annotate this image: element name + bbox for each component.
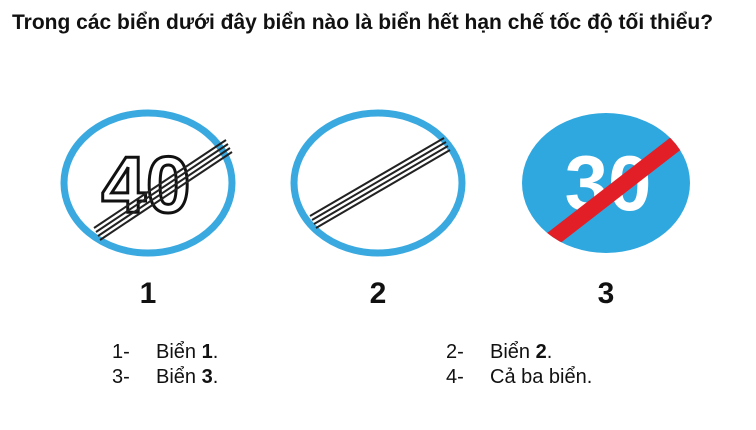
- sign-2-image: [288, 108, 468, 258]
- option-1[interactable]: 1- Biển 1.: [112, 341, 219, 363]
- end-speed-limit-40-icon: [58, 108, 238, 258]
- sign-3-image: [516, 108, 696, 258]
- end-minimum-speed-30-icon: [516, 108, 696, 258]
- sign-1-number: 1: [139, 277, 157, 310]
- question-text: Trong các biển dưới đây biển nào là biển hết hạn chế tốc độ tối thiểu?: [12, 11, 714, 34]
- option-2[interactable]: 2- Biển 2.: [446, 341, 553, 363]
- sign-2-number: 2: [369, 277, 387, 310]
- option-3[interactable]: 3- Biển 3.: [112, 366, 219, 388]
- svg-text:40: 40: [101, 140, 191, 229]
- svg-text:30: 30: [564, 139, 652, 227]
- end-all-restrictions-icon: [288, 108, 468, 258]
- sign-1-image: [58, 108, 238, 258]
- option-4[interactable]: 4- Cả ba biển.: [446, 366, 593, 388]
- sign-3-number: 3: [597, 277, 615, 310]
